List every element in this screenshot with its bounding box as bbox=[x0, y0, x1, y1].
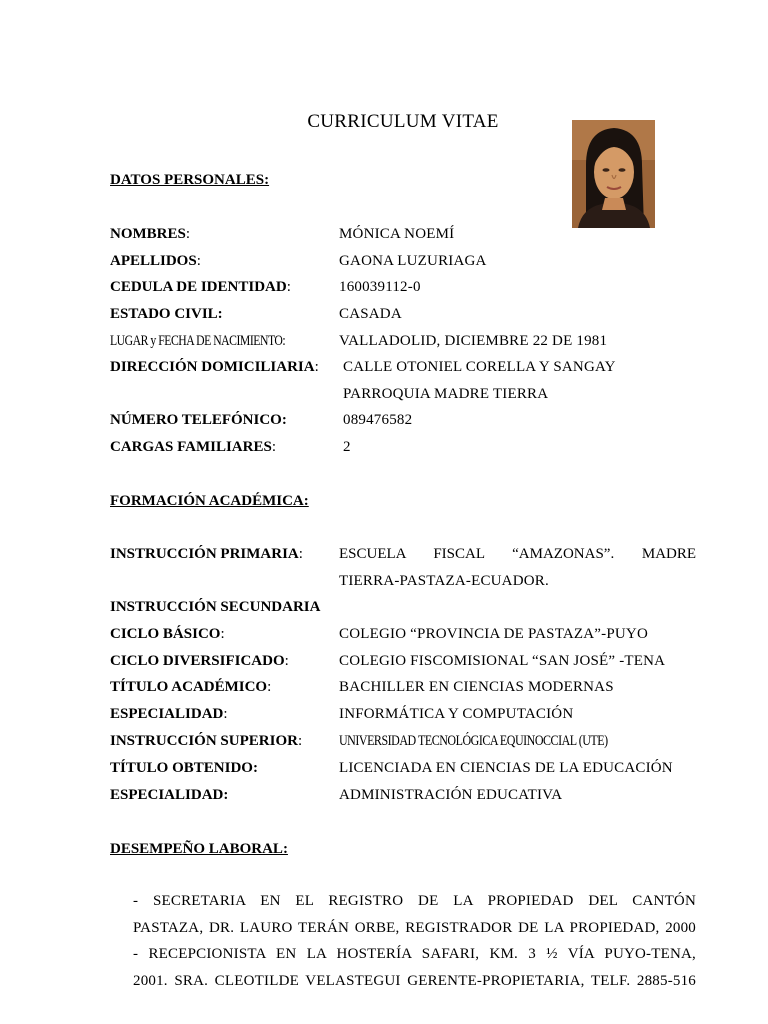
work-line-3: - RECEPCIONISTA EN LA HOSTERÍA SAFARI, KM. 3 ½ VÍA PUYO-TENA, bbox=[133, 946, 696, 962]
personal-data-heading: DATOS PERSONALES: bbox=[110, 172, 270, 188]
label-especialidad-1: ESPECIALIDAD bbox=[110, 706, 224, 722]
label-titulo-academico: TÍTULO ACADÉMICO bbox=[110, 679, 268, 695]
row-instruccion-secundaria bbox=[110, 599, 696, 621]
label-cargas-familiares: CARGAS FAMILIARES bbox=[110, 439, 272, 455]
work-line-4: 2001. SRA. CLEOTILDE VELASTEGUI GERENTE-PROPIETARIA, TELF. 2885-516 bbox=[133, 973, 696, 989]
row-estado-civil bbox=[110, 306, 696, 328]
label-cedula: CEDULA DE IDENTIDAD bbox=[110, 279, 287, 295]
document-title: CURRICULUM VITAE bbox=[307, 111, 499, 132]
value-instruccion-superior: UNIVERSIDAD TECNOLÓGICA EQUINOCCIAL (UTE) bbox=[339, 733, 608, 749]
label-instruccion-secundaria: INSTRUCCIÓN SECUNDARIA bbox=[110, 599, 321, 615]
work-line-2: PASTAZA, DR. LAURO TERÁN ORBE, REGISTRADOR DE LA PROPIEDAD, 2000 bbox=[133, 920, 696, 936]
row-especialidad-2 bbox=[110, 787, 696, 809]
label-especialidad-2: ESPECIALIDAD: bbox=[110, 787, 229, 803]
value-telefono: 089476582 bbox=[343, 412, 413, 428]
label-instruccion-superior: INSTRUCCIÓN SUPERIOR bbox=[110, 733, 298, 749]
row-titulo-academico: TÍTULO ACADÉMICO: BACHILLER EN CIENCIAS MODERNAS bbox=[110, 679, 614, 695]
row-cedula: CEDULA DE IDENTIDAD: 160039112-0 bbox=[110, 279, 421, 295]
value-cargas-familiares: 2 bbox=[343, 439, 351, 455]
label-titulo-obtenido: TÍTULO OBTENIDO: bbox=[110, 760, 258, 776]
value-especialidad-1: INFORMÁTICA Y COMPUTACIÓN bbox=[339, 706, 574, 722]
row-lugar-fecha-nacimiento bbox=[110, 333, 696, 355]
value-titulo-academico: BACHILLER EN CIENCIAS MODERNAS bbox=[339, 679, 614, 695]
work-heading: DESEMPEÑO LABORAL: bbox=[110, 841, 288, 857]
value-instruccion-primaria-line2: TIERRA-PASTAZA-ECUADOR. bbox=[339, 573, 549, 589]
label-telefono: NÚMERO TELEFÓNICO: bbox=[110, 412, 287, 428]
label-direccion: DIRECCIÓN DOMICILIARIA bbox=[110, 359, 315, 375]
label-nombres: NOMBRES bbox=[110, 226, 186, 242]
row-instruccion-superior: INSTRUCCIÓN SUPERIOR: UNIVERSIDAD TECNOLÓGICA EQUINOCCIAL (UTE) bbox=[110, 733, 608, 749]
value-lugar-fecha-nacimiento: VALLADOLID, DICIEMBRE 22 DE 1981 bbox=[339, 333, 608, 349]
value-ciclo-diversificado: COLEGIO FISCOMISIONAL “SAN JOSÉ” -TENA bbox=[339, 653, 666, 669]
row-telefono bbox=[110, 412, 696, 434]
label-instruccion-primaria: INSTRUCCIÓN PRIMARIA bbox=[110, 546, 299, 562]
value-direccion: CALLE OTONIEL CORELLA Y SANGAY bbox=[343, 359, 616, 375]
value-apellidos: GAONA LUZURIAGA bbox=[339, 253, 487, 269]
work-line-1: - SECRETARIA EN EL REGISTRO DE LA PROPIEDAD DEL CANTÓN bbox=[133, 893, 696, 909]
row-instruccion-primaria-2 bbox=[110, 573, 696, 595]
row-ciclo-diversificado: CICLO DIVERSIFICADO: COLEGIO FISCOMISIONAL “SAN JOSÉ” -TENA bbox=[110, 653, 666, 669]
row-direccion: DIRECCIÓN DOMICILIARIA: CALLE OTONIEL CORELLA Y SANGAY bbox=[110, 359, 616, 375]
value-cedula: 160039112-0 bbox=[339, 279, 421, 295]
value-estado-civil: CASADA bbox=[339, 306, 402, 322]
row-especialidad-1: ESPECIALIDAD: INFORMÁTICA Y COMPUTACIÓN bbox=[110, 706, 574, 722]
row-direccion-2 bbox=[110, 386, 696, 408]
value-especialidad-2: ADMINISTRACIÓN EDUCATIVA bbox=[339, 787, 563, 803]
row-apellidos: APELLIDOS: GAONA LUZURIAGA bbox=[110, 253, 487, 269]
row-ciclo-basico: CICLO BÁSICO: COLEGIO “PROVINCIA DE PASTAZA”-PUYO bbox=[110, 626, 648, 642]
label-ciclo-basico: CICLO BÁSICO bbox=[110, 626, 221, 642]
value-nombres: MÓNICA NOEMÍ bbox=[339, 226, 455, 242]
label-apellidos: APELLIDOS bbox=[110, 253, 197, 269]
value-ciclo-basico: COLEGIO “PROVINCIA DE PASTAZA”-PUYO bbox=[339, 626, 648, 642]
education-heading: FORMACIÓN ACADÉMICA: bbox=[110, 493, 309, 509]
profile-photo bbox=[572, 120, 655, 228]
portrait-image bbox=[572, 120, 655, 228]
value-direccion-2: PARROQUIA MADRE TIERRA bbox=[343, 386, 549, 402]
value-titulo-obtenido: LICENCIADA EN CIENCIAS DE LA EDUCACIÓN bbox=[339, 760, 673, 776]
value-instruccion-primaria-line1: ESCUELA FISCAL “AMAZONAS”. MADRE bbox=[339, 546, 697, 562]
label-ciclo-diversificado: CICLO DIVERSIFICADO bbox=[110, 653, 285, 669]
label-estado-civil: ESTADO CIVIL: bbox=[110, 306, 223, 322]
row-instruccion-primaria: INSTRUCCIÓN PRIMARIA: bbox=[110, 546, 303, 562]
row-titulo-obtenido bbox=[110, 760, 696, 782]
row-cargas-familiares: CARGAS FAMILIARES: 2 bbox=[110, 439, 351, 455]
row-nombres: NOMBRES: MÓNICA NOEMÍ bbox=[110, 226, 455, 242]
label-lugar-fecha-nacimiento: LUGAR y FECHA DE NACIMIENTO: bbox=[110, 333, 286, 349]
